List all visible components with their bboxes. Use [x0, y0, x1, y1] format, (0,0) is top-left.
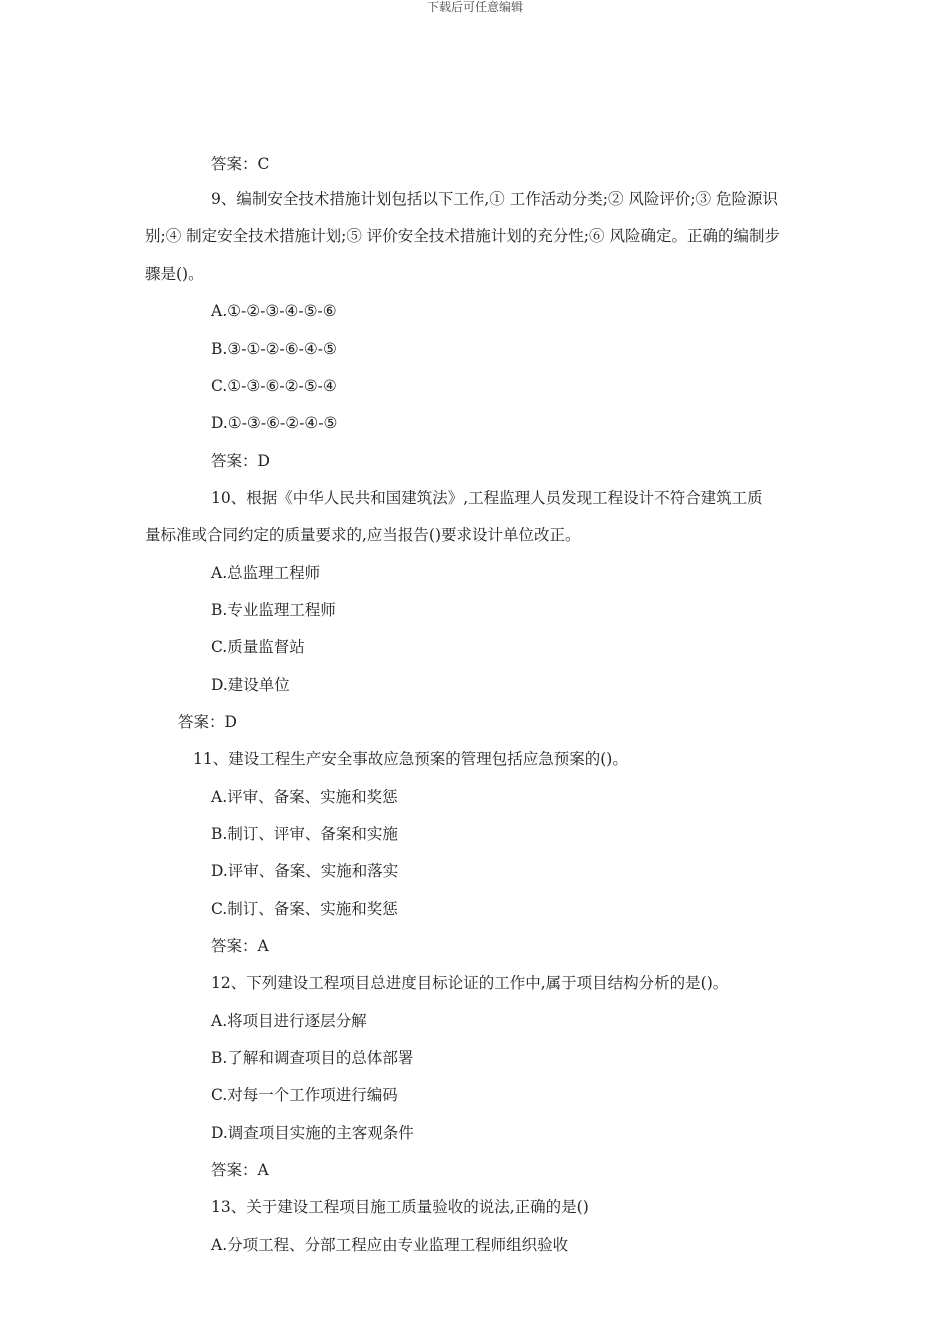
option-line: D.建设单位 — [211, 676, 290, 694]
option-line: B.制订、评审、备案和实施 — [211, 825, 398, 843]
question-line: 别;④ 制定安全技术措施计划;⑤ 评价安全技术措施计划的充分性;⑥ 风险确定。正确的编制步 — [145, 227, 780, 245]
option-line: D.调查项目实施的主客观条件 — [211, 1124, 414, 1142]
question-line: 13、关于建设工程项目施工质量验收的说法,正确的是() — [211, 1198, 589, 1216]
answer-line: 答案：A — [211, 937, 269, 955]
answer-line: 答案：D — [211, 452, 270, 470]
answer-line: 答案：C — [211, 155, 270, 173]
option-line: B.③-①-②-⑥-④-⑤ — [211, 340, 337, 358]
option-line: C.质量监督站 — [211, 638, 305, 656]
option-line: B.专业监理工程师 — [211, 601, 336, 619]
question-line: 量标准或合同约定的质量要求的,应当报告()要求设计单位改正。 — [145, 526, 581, 544]
question-line: 11、建设工程生产安全事故应急预案的管理包括应急预案的()。 — [193, 750, 628, 768]
question-line: 9、编制安全技术措施计划包括以下工作,① 工作活动分类;② 风险评价;③ 危险源识 — [211, 190, 779, 208]
option-line: A.评审、备案、实施和奖惩 — [211, 788, 398, 806]
question-line: 12、下列建设工程项目总进度目标论证的工作中,属于项目结构分析的是()。 — [211, 974, 729, 992]
option-line: A.总监理工程师 — [211, 564, 321, 582]
question-line: 10、根据《中华人民共和国建筑法》,工程监理人员发现工程设计不符合建筑工质 — [211, 489, 763, 507]
question-line: 骤是()。 — [145, 265, 204, 283]
option-line: A.①-②-③-④-⑤-⑥ — [211, 302, 337, 320]
option-line: C.对每一个工作项进行编码 — [211, 1086, 398, 1104]
page-header: 下载后可任意编辑 — [426, 0, 523, 14]
option-line: A.分项工程、分部工程应由专业监理工程师组织验收 — [211, 1236, 569, 1254]
option-line: C.①-③-⑥-②-⑤-④ — [211, 377, 337, 395]
answer-line: 答案：A — [211, 1161, 269, 1179]
option-line: B.了解和调查项目的总体部署 — [211, 1049, 414, 1067]
answer-line: 答案：D — [178, 713, 237, 731]
option-line: C.制订、备案、实施和奖惩 — [211, 900, 398, 918]
option-line: A.将项目进行逐层分解 — [211, 1012, 367, 1030]
option-line: D.评审、备案、实施和落实 — [211, 862, 399, 880]
option-line: D.①-③-⑥-②-④-⑤ — [211, 414, 338, 432]
